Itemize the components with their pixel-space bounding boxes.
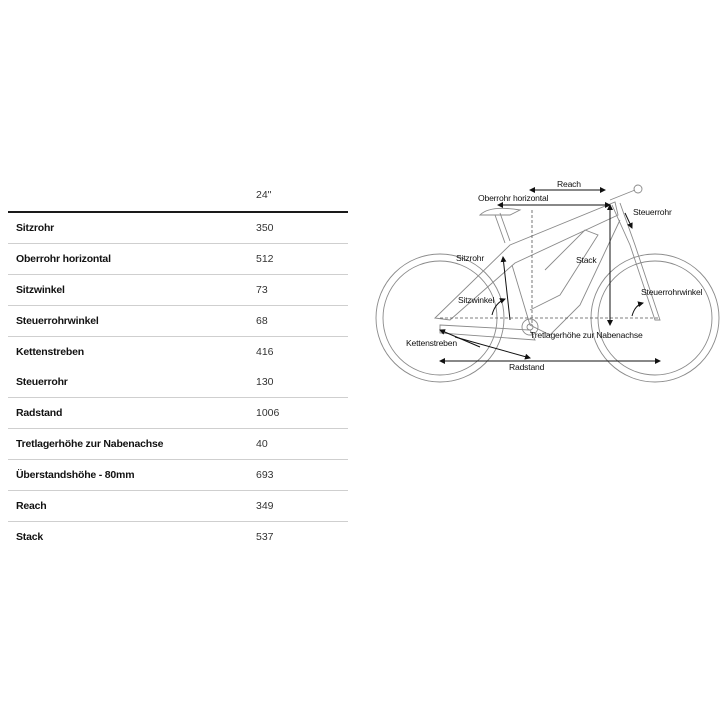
label-kettenstreben: Kettenstreben [406,338,457,348]
row-label: Oberrohr horizontal [16,253,111,265]
row-label: Sitzrohr [16,222,55,234]
row-value: 350 [256,222,274,234]
row-value: 349 [256,500,274,512]
row-value: 68 [256,315,268,327]
row-label: Kettenstreben [16,346,84,358]
table-row [8,306,348,337]
row-value: 1006 [256,407,280,419]
label-stack: Stack [576,255,597,265]
table-row [8,398,348,429]
table-row [8,491,348,522]
table-row [8,367,348,398]
label-steuerrohr: Steuerrohr [633,207,672,217]
table-row [8,275,348,306]
row-label: Radstand [16,407,63,419]
table-row [8,213,348,244]
row-value: 73 [256,284,268,296]
table-row [8,522,348,552]
row-value: 40 [256,438,268,450]
bike-geometry-diagram [370,175,725,385]
row-label: Sitzwinkel [16,284,65,296]
label-reach: Reach [557,179,581,189]
label-tretlager: Tretlagerhöhe zur Nabenachse [530,330,643,340]
row-value: 416 [256,346,274,358]
table-row [8,460,348,491]
row-label: Steuerrohr [16,376,68,388]
table-header [8,181,348,213]
row-value: 130 [256,376,274,388]
table-row [8,337,348,367]
row-value: 512 [256,253,274,265]
table-row [8,244,348,275]
frame-size-header: 24" [256,189,272,201]
row-value: 537 [256,531,274,543]
row-label: Reach [16,500,47,512]
label-radstand: Radstand [509,362,545,372]
label-sitzrohr: Sitzrohr [456,253,485,263]
row-label: Tretlagerhöhe zur Nabenachse [16,438,164,450]
label-steuerrohrwinkel: Steuerrohrwinkel [641,287,703,297]
label-sitzwinkel: Sitzwinkel [458,295,495,305]
row-value: 693 [256,469,274,481]
row-label: Überstandshöhe - 80mm [16,469,135,481]
geometry-table [8,181,348,552]
row-label: Stack [16,531,44,543]
bike-drawing-icon [370,175,725,385]
row-label: Steuerrohrwinkel [16,315,99,327]
table-row [8,429,348,460]
label-oberrohr: Oberrohr horizontal [478,193,549,203]
